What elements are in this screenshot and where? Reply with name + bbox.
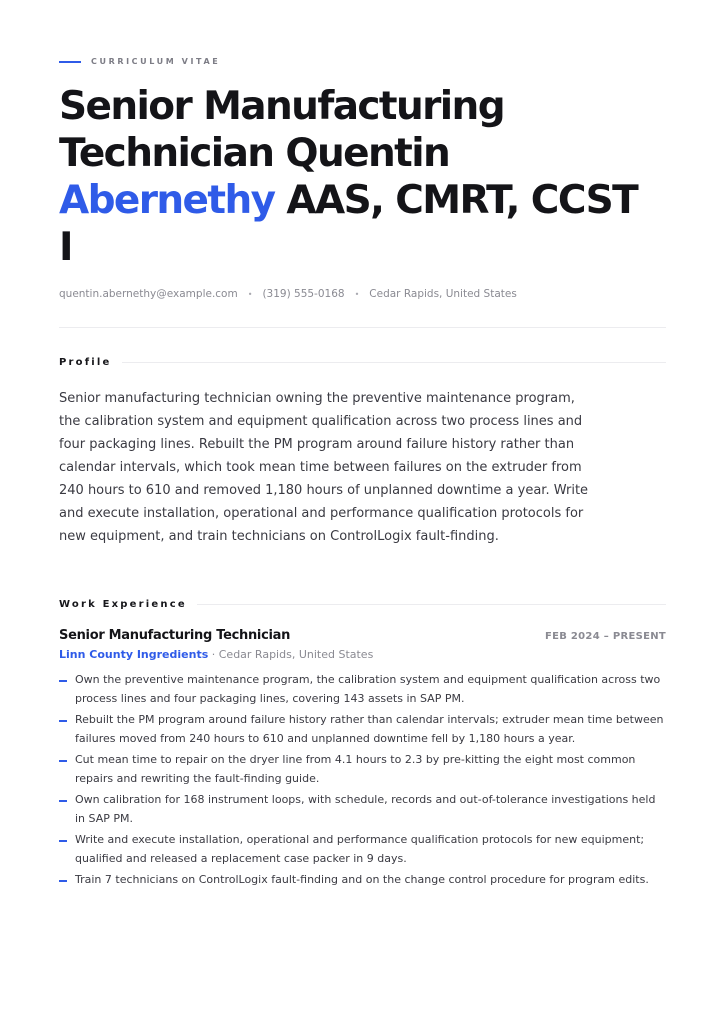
bullet-text: Own calibration for 168 instrument loops, with schedule, records and out-of-tolerance investigations held in SAP PM.	[75, 793, 656, 825]
contact-email[interactable]: quentin.abernethy@example.com	[59, 288, 238, 300]
contact-location: Cedar Rapids, United States	[369, 288, 517, 300]
section-rule	[122, 362, 666, 363]
job-entry	[59, 628, 666, 893]
bullet-text: Write and execute installation, operational and performance qualification protocols for new equipment; qualified and released a replacement case packer in 9 days.	[75, 833, 645, 865]
dash-icon	[59, 880, 67, 882]
bullet-item	[59, 831, 666, 868]
eyebrow-rule	[59, 61, 81, 63]
profile-summary: Senior manufacturing technician owning the preventive maintenance program, the calibration system and equipment qualification across two process lines and four packaging lines. Rebuilt the PM program around failure history rather than calendar intervals, which took mean time between failures on the extruder from 240 hours to 610 and removed 1,180 hours of unplanned downtime a year. Write and execute installation, operational and performance qualification protocols for new equipment, and train technicians on ControlLogix fault-finding.	[59, 391, 589, 544]
experience-section-heading	[59, 599, 666, 610]
bullet-text: Train 7 technicians on ControlLogix fault-finding and on the change control procedure for program edits.	[75, 873, 649, 886]
dash-icon	[59, 680, 67, 682]
job-bullets	[59, 671, 666, 890]
experience-heading: Work Experience	[59, 599, 187, 610]
name-prefix: Senior Manufacturing Technician Quentin	[59, 84, 505, 176]
job-dates: FEB 2024 – PRESENT	[544, 631, 666, 642]
profile-heading: Profile	[59, 357, 112, 368]
eyebrow	[59, 57, 220, 66]
bullet-item	[59, 791, 666, 828]
separator-dot: •	[247, 289, 253, 299]
contact-line	[59, 288, 517, 300]
dash-icon	[59, 720, 67, 722]
job-location: · Cedar Rapids, United States	[208, 648, 374, 661]
header-divider	[59, 327, 666, 328]
contact-phone[interactable]: (319) 555-0168	[262, 288, 345, 300]
profile-section-heading	[59, 357, 666, 368]
job-title: Senior Manufacturing Technician	[59, 628, 291, 643]
dash-icon	[59, 760, 67, 762]
section-rule	[197, 604, 666, 605]
bullet-item	[59, 711, 666, 748]
dash-icon	[59, 840, 67, 842]
separator-dot: •	[354, 289, 360, 299]
name-suffix: AAS, CMRT, CCST I	[59, 178, 638, 270]
job-employer-line	[59, 648, 666, 661]
job-company[interactable]: Linn County Ingredients	[59, 648, 209, 661]
job-header	[59, 628, 666, 643]
bullet-item	[59, 871, 666, 890]
bullet-item	[59, 751, 666, 788]
candidate-name	[59, 83, 659, 271]
bullet-text: Own the preventive maintenance program, the calibration system and equipment qualification across two process lines and four packaging lines, covering 143 assets in SAP PM.	[75, 673, 661, 705]
bullet-text: Cut mean time to repair on the dryer line from 4.1 hours to 2.3 by pre-kitting the eight most common repairs and rewriting the fault-finding guide.	[75, 753, 636, 785]
dash-icon	[59, 800, 67, 802]
eyebrow-label: CURRICULUM VITAE	[91, 57, 221, 66]
bullet-text: Rebuilt the PM program around failure history rather than calendar intervals; extruder mean time between failures moved from 240 hours to 610 and unplanned downtime fell by 1,180 hours a year.	[75, 713, 664, 745]
name-accent: Abernethy	[59, 178, 275, 223]
bullet-item	[59, 671, 666, 708]
